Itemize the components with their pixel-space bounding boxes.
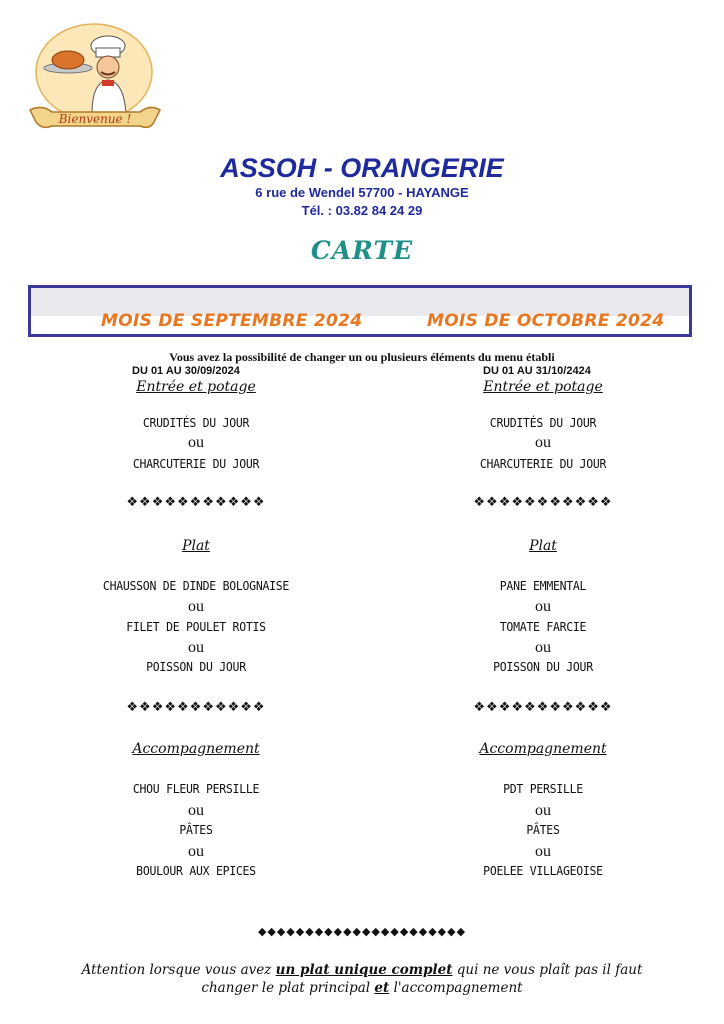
menu-item: FILET DE POULET ROTIS [126, 619, 266, 634]
section-entree: Entrée et potage [483, 379, 603, 395]
menu-item: BOULOUR AUX EPICES [136, 863, 256, 878]
separator: ❖❖❖❖❖❖❖❖❖❖❖ [473, 495, 613, 510]
warning-emphasis: et [374, 980, 390, 996]
or-text: ou [188, 598, 204, 615]
or-text: ou [535, 598, 551, 615]
menu-item: PDT PERSILLE [503, 781, 583, 796]
warning-text: qui ne vous plaît pas il faut [452, 962, 643, 978]
logo-banner-text: Bienvenue ! [58, 112, 132, 126]
menu-column-september [15, 0, 377, 1024]
menu-item: CRUDITÉS DU JOUR [489, 415, 597, 430]
menu-item: POELEE VILLAGEOISE [483, 863, 603, 878]
restaurant-address: 6 rue de Wendel 57700 - HAYANGE [255, 185, 469, 200]
section-plat: Plat [529, 538, 557, 554]
warning-text: Attention lorsque vous avez [81, 962, 276, 978]
restaurant-phone: Tél. : 03.82 84 24 29 [301, 203, 423, 218]
menu-item: CHOU FLEUR PERSILLE [132, 781, 260, 796]
warning-note [0, 961, 724, 997]
separator: ❖❖❖❖❖❖❖❖❖❖❖ [126, 700, 266, 715]
section-entree: Entrée et potage [136, 379, 256, 395]
or-text: ou [535, 639, 551, 656]
or-text: ou [535, 843, 551, 860]
menu-item: CHARCUTERIE DU JOUR [479, 456, 607, 471]
menu-item: POISSON DU JOUR [146, 659, 246, 674]
menu-item: CHARCUTERIE DU JOUR [132, 456, 260, 471]
month-september: MOIS DE SEPTEMBRE 2024 [101, 311, 363, 331]
or-text: ou [535, 802, 551, 819]
warning-emphasis: un plat unique complet [275, 962, 453, 978]
section-accompagnement: Accompagnement [479, 741, 607, 757]
menu-column-october [362, 0, 724, 1024]
menu-item: CRUDITÉS DU JOUR [142, 415, 250, 430]
bottom-separator: ◆◆◆◆◆◆◆◆◆◆◆◆◆◆◆◆◆◆◆◆◆◆ [257, 925, 467, 938]
or-text: ou [188, 843, 204, 860]
or-text: ou [188, 802, 204, 819]
menu-item: PÂTES [179, 822, 213, 837]
or-text: ou [535, 434, 551, 451]
warning-text: l'accompagnement [389, 980, 523, 996]
change-note: Vous avez la possibilité de changer un ou plusieurs éléments du menu établi [169, 350, 555, 364]
menu-item: TOMATE FARCIE [499, 619, 587, 634]
restaurant-name: ASSOH - ORANGERIE [220, 153, 504, 183]
menu-item: CHAUSSON DE DINDE BOLOGNAISE [102, 578, 290, 593]
or-text: ou [188, 639, 204, 656]
period-right: DU 01 AU 31/10/2424 [483, 365, 591, 377]
section-plat: Plat [182, 538, 210, 554]
warning-text: changer le plat principal [201, 980, 375, 996]
month-october: MOIS DE OCTOBRE 2024 [427, 311, 665, 331]
menu-item: PÂTES [526, 822, 560, 837]
period-left: DU 01 AU 30/09/2024 [132, 365, 240, 377]
separator: ❖❖❖❖❖❖❖❖❖❖❖ [126, 495, 266, 510]
or-text: ou [188, 434, 204, 451]
separator: ❖❖❖❖❖❖❖❖❖❖❖ [473, 700, 613, 715]
menu-item: POISSON DU JOUR [493, 659, 593, 674]
carte-heading: CARTE [310, 236, 414, 265]
section-accompagnement: Accompagnement [132, 741, 260, 757]
menu-item: PANE EMMENTAL [499, 578, 587, 593]
